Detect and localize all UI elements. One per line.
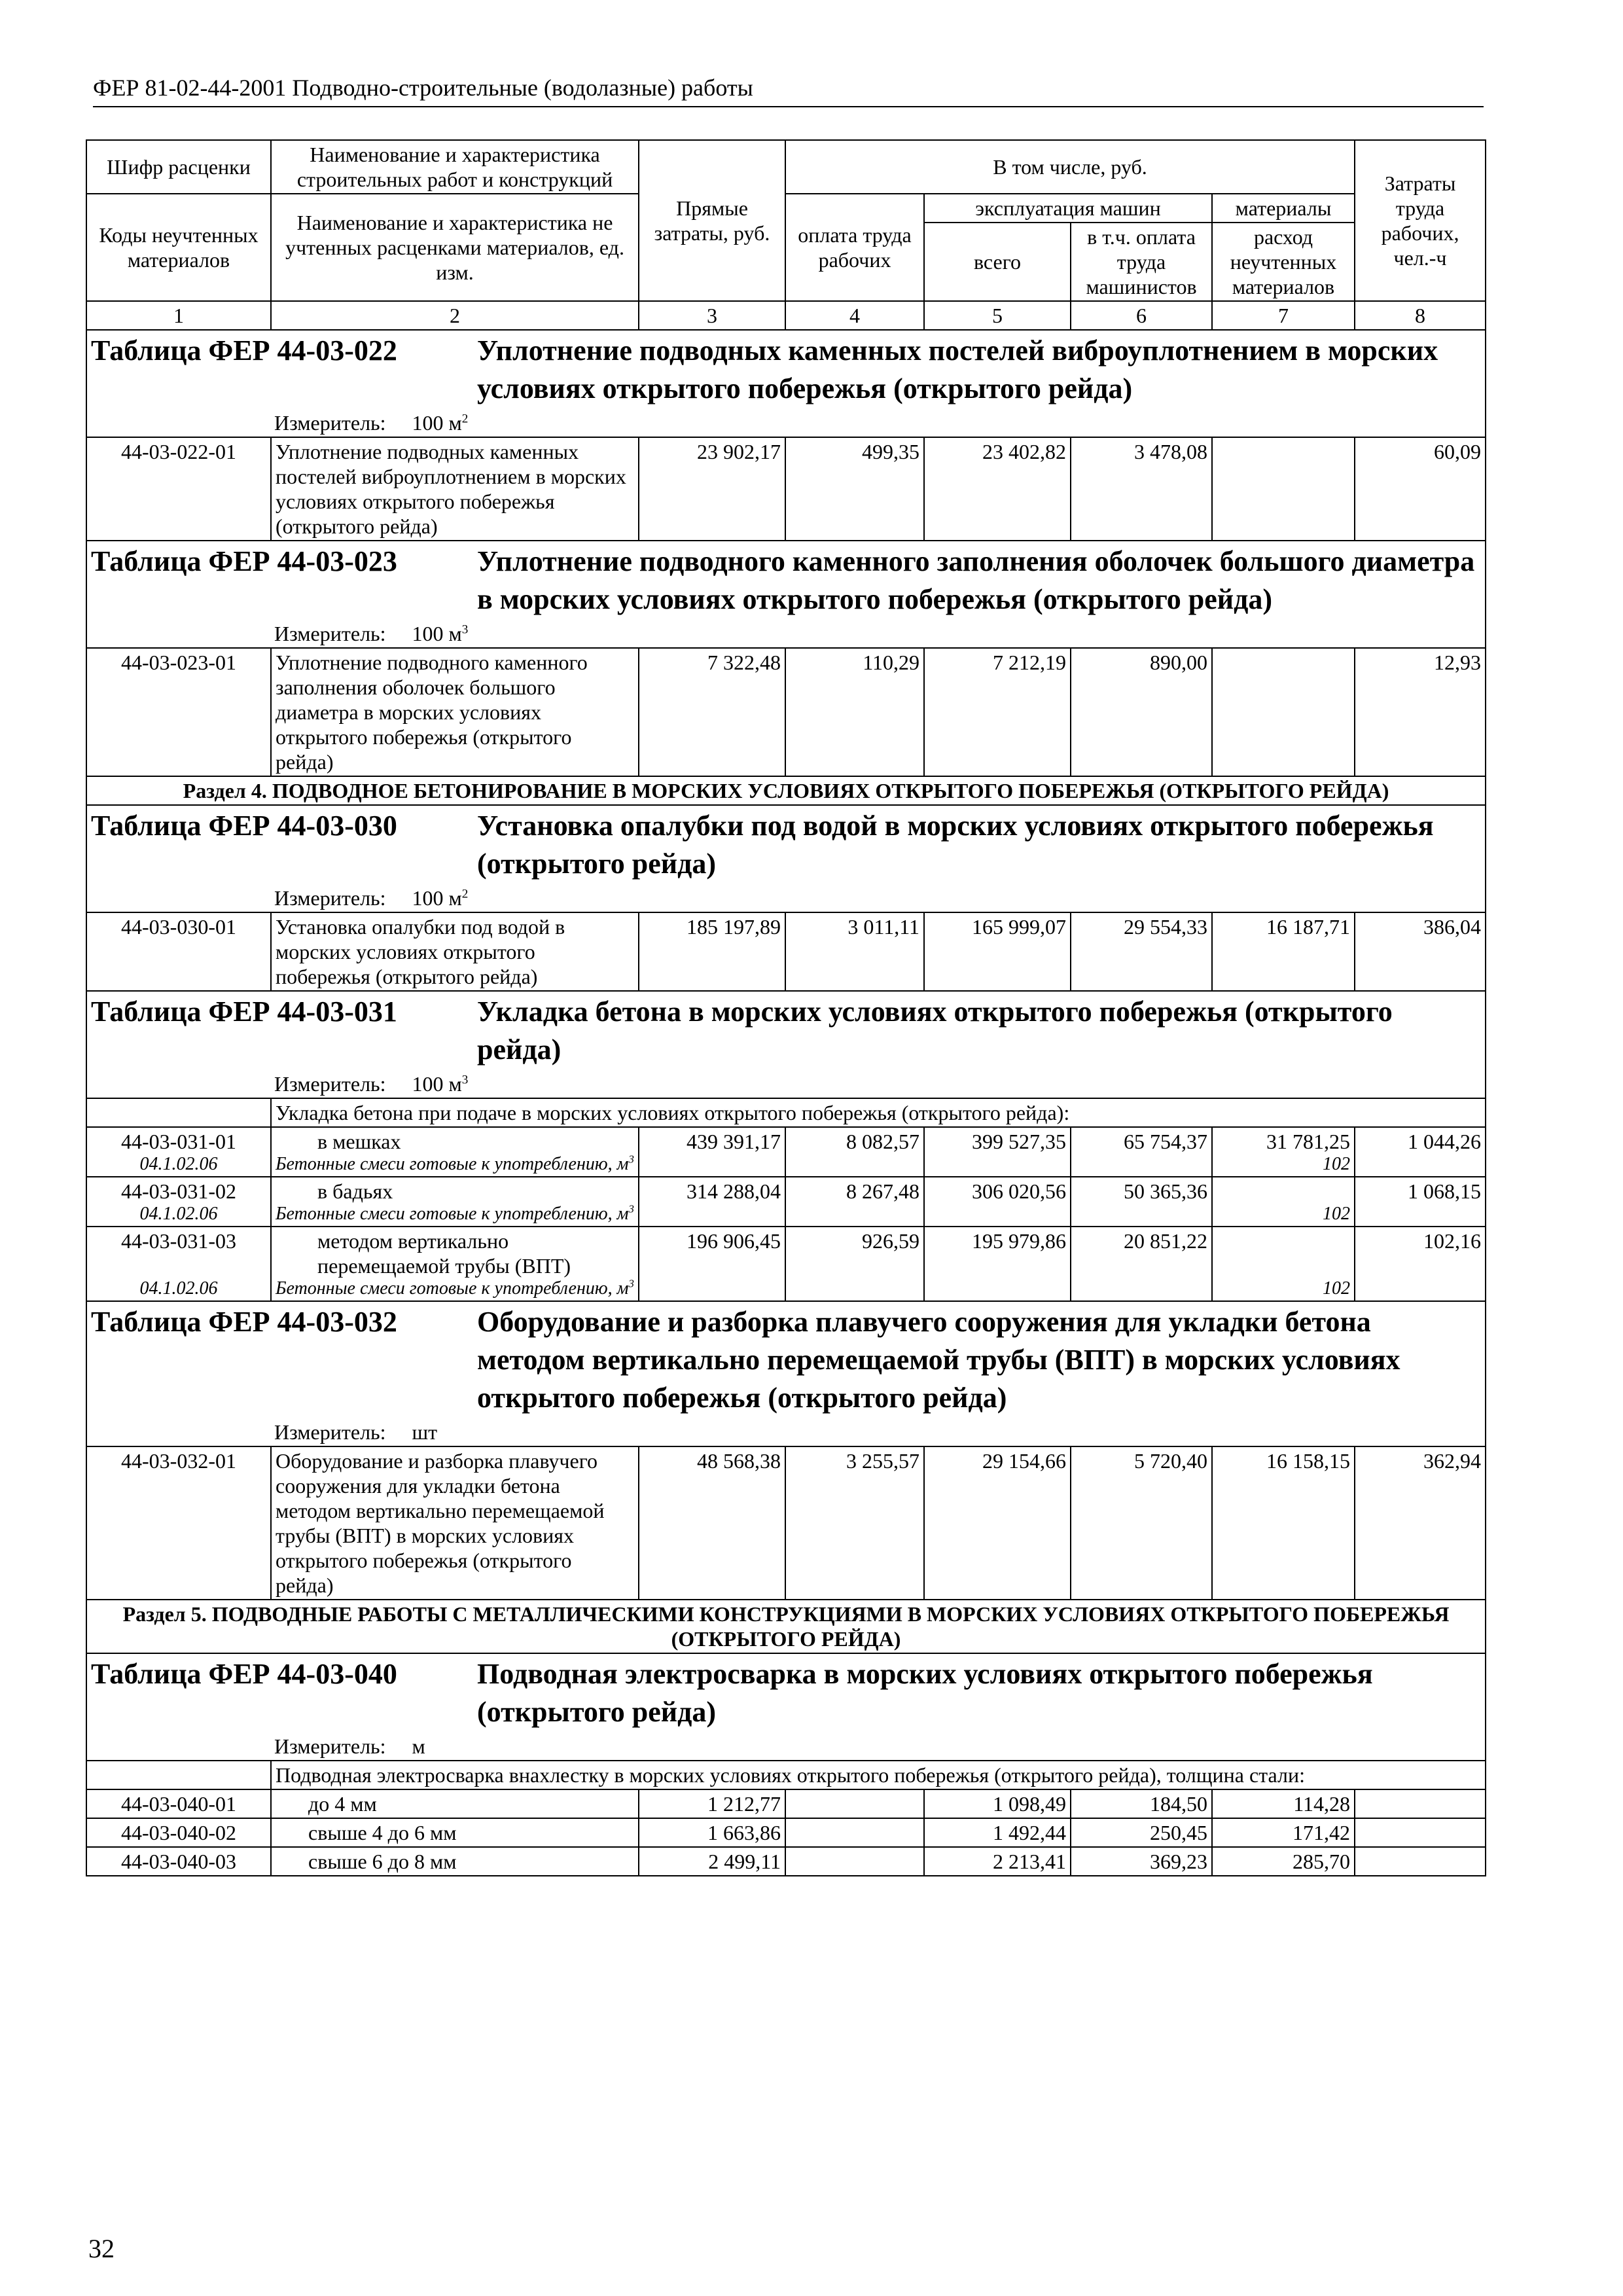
rate-labor: 926,59 [785, 1227, 924, 1301]
header-name-unaccounted: Наименование и характеристика не учтенных расценками материалов, ед. изм. [271, 194, 639, 301]
material-code: 04.1.02.06 [139, 1204, 218, 1224]
header-labor-cost: Затраты труда рабочих, чел.-ч [1355, 140, 1486, 301]
rate-machines: 195 979,86 [924, 1227, 1071, 1301]
material-code: 04.1.02.06 [139, 1154, 218, 1174]
header-direct: Прямые затраты, руб. [639, 140, 785, 301]
rate-labor: 8 267,48 [785, 1177, 924, 1227]
rate-machines-pay: 50 365,36 [1071, 1177, 1212, 1227]
table-title-row [86, 1301, 1486, 1418]
rate-machines: 399 527,35 [924, 1127, 1071, 1177]
group-note: Подводная электросварка внахлестку в морских условиях открытого побережья (открытого рейда), толщина стали: [271, 1761, 1486, 1789]
rate-hours: 12,93 [1355, 648, 1486, 776]
rate-machines: 7 212,19 [924, 648, 1071, 776]
table-row [86, 437, 1486, 541]
rate-materials: 285,70 [1212, 1847, 1355, 1876]
rate-name [271, 1177, 639, 1227]
measure-row [86, 1418, 1486, 1446]
header-codes-unaccounted: Коды неучтенных материалов [86, 194, 271, 301]
header-code: Шифр расценки [86, 140, 271, 194]
measure-unit: шт [412, 1420, 438, 1444]
measure-unit: 100 м [412, 1072, 462, 1096]
table-row [86, 1177, 1486, 1227]
table-code: Таблица ФЕР 44-03-032 [91, 1306, 397, 1338]
rate-materials: 16 158,15 [1212, 1446, 1355, 1600]
rate-direct: 314 288,04 [639, 1177, 785, 1227]
column-numbers-row [86, 301, 1486, 330]
rate-labor: 110,29 [785, 648, 924, 776]
rate-labor: 3 011,11 [785, 912, 924, 991]
measure-row [86, 1732, 1486, 1761]
measure-unit-sup: 2 [461, 887, 469, 901]
table-title: Подводная электросварка в морских условиях открытого побережья (открытого рейда) [477, 1658, 1373, 1728]
measure-unit: 100 м [412, 886, 462, 910]
measure-unit-sup: 3 [461, 1073, 469, 1087]
table-title: Уплотнение подводного каменного заполнения оболочек большого диаметра в морских условиях открытого побережья (открытого рейда) [477, 545, 1475, 615]
material-unit-sup: 3 [628, 1153, 634, 1166]
rate-machines-pay: 890,00 [1071, 648, 1212, 776]
rate-direct: 48 568,38 [639, 1446, 785, 1600]
rate-machines: 165 999,07 [924, 912, 1071, 991]
table-code: Таблица ФЕР 44-03-030 [91, 810, 397, 842]
measure-label: Измеритель: [274, 1734, 386, 1758]
table-title-row [86, 991, 1486, 1070]
rate-code: 44-03-030-01 [86, 912, 271, 991]
rate-machines: 29 154,66 [924, 1446, 1071, 1600]
rate-name: Уплотнение подводного каменного заполнения оболочек большого диаметра в морских условиях открытого побережья (открытого рейда) [271, 648, 639, 776]
header-machines-total: всего [924, 223, 1071, 301]
col-number: 2 [271, 301, 639, 330]
material-unit-sup: 3 [628, 1202, 634, 1215]
material-name: Бетонные смеси готовые к употреблению, м [276, 1154, 629, 1174]
col-number: 5 [924, 301, 1071, 330]
measure-label: Измеритель: [274, 622, 386, 645]
header-including: В том числе, руб. [785, 140, 1355, 194]
measure-unit: 100 м [412, 411, 462, 435]
table-row [86, 1227, 1486, 1301]
measure-unit-sup: 2 [461, 412, 469, 426]
rate-code-text: 44-03-031-02 [121, 1179, 236, 1203]
measure-label: Измеритель: [274, 411, 386, 435]
header-machines-pay: в т.ч. оплата труда машинистов [1071, 223, 1212, 301]
col-number: 8 [1355, 301, 1486, 330]
col-number: 7 [1212, 301, 1355, 330]
rate-direct: 1 212,77 [639, 1789, 785, 1818]
measure-unit: 100 м [412, 622, 462, 645]
rate-labor [785, 1818, 924, 1847]
measure-unit-sup: 3 [461, 622, 469, 637]
rate-machines-pay: 250,45 [1071, 1818, 1212, 1847]
material-qty: 102 [1323, 1278, 1351, 1299]
measure-row [86, 1070, 1486, 1098]
table-row [86, 1446, 1486, 1600]
rate-machines-pay: 3 478,08 [1071, 437, 1212, 541]
table-title-row [86, 1653, 1486, 1732]
rate-code: 44-03-040-01 [86, 1789, 271, 1818]
material-name: Бетонные смеси готовые к употреблению, м [276, 1204, 629, 1224]
measure-row [86, 409, 1486, 437]
material-code: 04.1.02.06 [139, 1278, 218, 1299]
group-note: Укладка бетона при подаче в морских условиях открытого побережья (открытого рейда): [271, 1098, 1486, 1127]
rate-code-text: 44-03-031-03 [121, 1229, 236, 1253]
section-title: Раздел 4. ПОДВОДНОЕ БЕТОНИРОВАНИЕ В МОРСКИХ УСЛОВИЯХ ОТКРЫТОГО ПОБЕРЕЖЬЯ (ОТКРЫТОГО РЕЙДА) [86, 776, 1486, 805]
rate-hours [1355, 1789, 1486, 1818]
section-title: Раздел 5. ПОДВОДНЫЕ РАБОТЫ С МЕТАЛЛИЧЕСКИМИ КОНСТРУКЦИЯМИ В МОРСКИХ УСЛОВИЯХ ОТКРЫТОГО ПОБЕРЕЖЬЯ (ОТКРЫТОГО РЕЙДА) [86, 1600, 1486, 1653]
material-name: Бетонные смеси готовые к употреблению, м [276, 1278, 629, 1299]
rate-labor [785, 1847, 924, 1876]
rate-machines-pay: 5 720,40 [1071, 1446, 1212, 1600]
table-row [86, 1789, 1486, 1818]
measure-unit: м [412, 1734, 425, 1758]
rate-name [271, 1127, 639, 1177]
rate-name [271, 1789, 639, 1818]
rate-direct: 439 391,17 [639, 1127, 785, 1177]
table-title: Установка опалубки под водой в морских условиях открытого побережья (открытого рейда) [477, 810, 1434, 880]
rate-machines: 306 020,56 [924, 1177, 1071, 1227]
table-title: Уплотнение подводных каменных постелей виброуплотнением в морских условиях открытого побережья (открытого рейда) [477, 334, 1438, 404]
rate-materials-text [1217, 1229, 1350, 1253]
rate-hours: 386,04 [1355, 912, 1486, 991]
rate-labor: 8 082,57 [785, 1127, 924, 1177]
rate-materials-text [1217, 1179, 1350, 1204]
rate-name [271, 1847, 639, 1876]
rate-direct: 185 197,89 [639, 912, 785, 991]
header-materials-usage: расход неучтенных материалов [1212, 223, 1355, 301]
col-number: 3 [639, 301, 785, 330]
material-qty: 102 [1323, 1204, 1351, 1224]
rate-machines-pay: 65 754,37 [1071, 1127, 1212, 1177]
rates-table [86, 139, 1486, 1876]
rate-machines: 23 402,82 [924, 437, 1071, 541]
rate-hours: 102,16 [1355, 1227, 1486, 1301]
page-number: 32 [88, 2234, 115, 2263]
rate-code [86, 1177, 271, 1227]
table-row [86, 648, 1486, 776]
table-code: Таблица ФЕР 44-03-040 [91, 1658, 397, 1690]
rate-materials [1212, 1127, 1355, 1177]
table-row [86, 1818, 1486, 1847]
rate-hours [1355, 1847, 1486, 1876]
rate-materials-text: 31 781,25 [1266, 1130, 1351, 1153]
rate-code: 44-03-022-01 [86, 437, 271, 541]
rate-name: Уплотнение подводных каменных постелей виброуплотнением в морских условиях открытого побережья (открытого рейда) [271, 437, 639, 541]
rate-labor [785, 1789, 924, 1818]
measure-label: Измеритель: [274, 886, 386, 910]
table-title: Укладка бетона в морских условиях открытого побережья (открытого рейда) [477, 996, 1393, 1066]
rate-name-text: методом вертикально перемещаемой трубы (ВПТ) [317, 1229, 571, 1278]
rate-direct: 7 322,48 [639, 648, 785, 776]
rate-code: 44-03-040-02 [86, 1818, 271, 1847]
table-row [86, 912, 1486, 991]
rate-code [86, 1227, 271, 1301]
rate-hours: 60,09 [1355, 437, 1486, 541]
rate-machines: 2 213,41 [924, 1847, 1071, 1876]
rate-code: 44-03-040-03 [86, 1847, 271, 1876]
page-header: ФЕР 81-02-44-2001 Подводно-строительные (водолазные) работы [93, 73, 1484, 107]
measure-label: Измеритель: [274, 1072, 386, 1096]
rate-materials [1212, 437, 1355, 541]
header-name: Наименование и характеристика строительных работ и конструкций [271, 140, 639, 194]
rate-name [271, 1818, 639, 1847]
table-title-row [86, 805, 1486, 884]
table-code: Таблица ФЕР 44-03-031 [91, 996, 397, 1028]
rate-labor: 3 255,57 [785, 1446, 924, 1600]
measure-row [86, 620, 1486, 648]
table-row [86, 1127, 1486, 1177]
section-row [86, 776, 1486, 805]
rate-code: 44-03-023-01 [86, 648, 271, 776]
rate-name-text: в мешках [317, 1130, 401, 1153]
rate-direct: 2 499,11 [639, 1847, 785, 1876]
rate-labor: 499,35 [785, 437, 924, 541]
rate-hours: 1 068,15 [1355, 1177, 1486, 1227]
rate-machines: 1 492,44 [924, 1818, 1071, 1847]
rate-direct: 196 906,45 [639, 1227, 785, 1301]
col-number: 4 [785, 301, 924, 330]
rate-name: Оборудование и разборка плавучего сооружения для укладки бетона методом вертикально перемещаемой трубы (ВПТ) в морских условиях открытого побережья (открытого рейда) [271, 1446, 639, 1600]
col-number: 1 [86, 301, 271, 330]
rate-materials [1212, 1177, 1355, 1227]
rate-machines: 1 098,49 [924, 1789, 1071, 1818]
material-unit-sup: 3 [628, 1277, 634, 1290]
table-row [86, 1847, 1486, 1876]
table-title-row [86, 541, 1486, 620]
header-labor-pay: оплата труда рабочих [785, 194, 924, 301]
table-title: Оборудование и разборка плавучего сооружения для укладки бетона методом вертикально перемещаемой трубы (ВПТ) в морских условиях открытого побережья (открытого рейда) [477, 1306, 1400, 1414]
rate-direct: 1 663,86 [639, 1818, 785, 1847]
rate-hours: 1 044,26 [1355, 1127, 1486, 1177]
rate-name [271, 1227, 639, 1301]
measure-label: Измеритель: [274, 1420, 386, 1444]
rate-machines-pay: 20 851,22 [1071, 1227, 1212, 1301]
rate-machines-pay: 369,23 [1071, 1847, 1212, 1876]
table-code: Таблица ФЕР 44-03-023 [91, 545, 397, 577]
rate-name-text: свыше 4 до 6 мм [308, 1821, 457, 1844]
rate-materials [1212, 648, 1355, 776]
rate-materials: 171,42 [1212, 1818, 1355, 1847]
col-number: 6 [1071, 301, 1212, 330]
rate-hours [1355, 1818, 1486, 1847]
rate-code: 44-03-032-01 [86, 1446, 271, 1600]
table-title-row [86, 330, 1486, 409]
rate-materials: 114,28 [1212, 1789, 1355, 1818]
rate-materials: 16 187,71 [1212, 912, 1355, 991]
header-materials: материалы [1212, 194, 1355, 223]
rate-name-text: до 4 мм [308, 1792, 377, 1816]
table-code: Таблица ФЕР 44-03-022 [91, 334, 397, 367]
rate-machines-pay: 184,50 [1071, 1789, 1212, 1818]
table-header-row [86, 140, 1486, 194]
rate-name-text: в бадьях [317, 1179, 393, 1203]
rate-direct: 23 902,17 [639, 437, 785, 541]
header-machines: эксплуатация машин [924, 194, 1212, 223]
measure-row [86, 884, 1486, 912]
note-row [86, 1761, 1486, 1789]
rate-machines-pay: 29 554,33 [1071, 912, 1212, 991]
rate-code-text: 44-03-031-01 [121, 1130, 236, 1153]
rate-hours: 362,94 [1355, 1446, 1486, 1600]
rate-name-text: свыше 6 до 8 мм [308, 1850, 457, 1873]
rate-code [86, 1127, 271, 1177]
rate-materials [1212, 1227, 1355, 1301]
material-qty: 102 [1323, 1154, 1351, 1174]
note-row [86, 1098, 1486, 1127]
section-row [86, 1600, 1486, 1653]
rate-name: Установка опалубки под водой в морских условиях открытого побережья (открытого рейда) [271, 912, 639, 991]
